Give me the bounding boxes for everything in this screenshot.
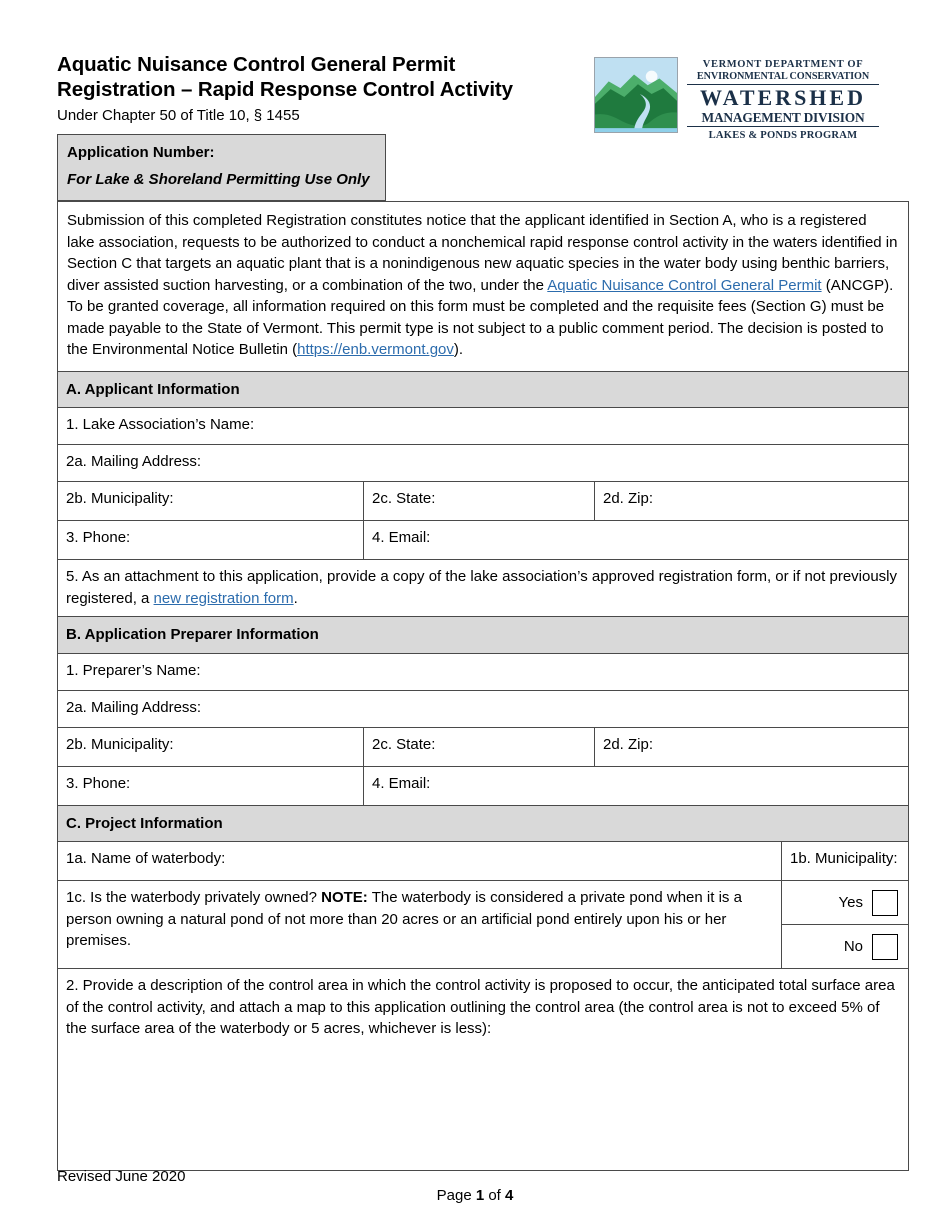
application-number-office-use-note: For Lake & Shoreland Permitting Use Only — [67, 171, 370, 188]
attachment-text-part-1: 5. As an attachment to this application, provide a copy of the lake association’s approved registration form, or if not previously registered, a — [66, 568, 898, 607]
question-text-part-1: 1c. Is the waterbody privately owned? — [66, 889, 322, 906]
new-registration-form-link[interactable]: new registration form — [153, 589, 294, 607]
logo-line-5: LAKES & PONDS PROGRAM — [708, 130, 858, 141]
page-current: 1 — [475, 1187, 485, 1204]
watershed-mountains-river-icon — [594, 57, 678, 133]
attachment-text-part-2: . — [293, 589, 298, 607]
section-b-row-1 — [58, 653, 909, 690]
agency-logo — [594, 57, 879, 141]
field-applicant-municipality[interactable]: 2b. Municipality: — [58, 482, 364, 521]
section-b-header-row — [58, 617, 909, 654]
section-a-row-2a — [58, 445, 909, 482]
logo-line-2: ENVIRONMENTAL CONSERVATION — [687, 71, 879, 85]
section-a-header-row — [58, 371, 909, 408]
section-c-header-row — [58, 805, 909, 842]
enb-vermont-link[interactable]: https://enb.vermont.gov — [297, 341, 454, 358]
checkbox-no-icon[interactable] — [872, 934, 898, 960]
permit-form-table — [57, 201, 909, 1171]
field-preparer-name[interactable]: 1. Preparer’s Name: — [58, 653, 909, 690]
title-block — [57, 52, 617, 126]
field-applicant-mailing-address[interactable]: 2a. Mailing Address: — [58, 445, 909, 482]
section-c-row-2 — [58, 969, 909, 1171]
section-b-row-2bcd — [58, 727, 909, 766]
footer-page-number — [0, 1186, 950, 1206]
logo-line-4: MANAGEMENT DIVISION — [687, 110, 879, 127]
question-note-label: NOTE: — [321, 889, 368, 906]
answer-no-cell[interactable] — [782, 925, 909, 969]
page-total: 4 — [505, 1187, 514, 1204]
section-a-row-34 — [58, 521, 909, 560]
section-a-row-2bcd — [58, 482, 909, 521]
logo-line-3: WATERSHED — [700, 85, 866, 110]
field-applicant-phone[interactable]: 3. Phone: — [58, 521, 364, 560]
intro-text-part-3: ). — [453, 341, 464, 358]
section-b-row-34 — [58, 766, 909, 805]
intro-row — [58, 202, 909, 372]
field-applicant-state[interactable]: 2c. State: — [364, 482, 595, 521]
field-waterbody-municipality[interactable]: 1b. Municipality: — [782, 842, 909, 881]
field-preparer-municipality[interactable]: 2b. Municipality: — [58, 727, 364, 766]
page-middle: of — [484, 1187, 506, 1204]
intro-text-part-2: (ANCGP). To be granted coverage, all information required on this form must be completed and the requisite fees (Section G) must be made payable to the State of Vermont. This permit type is not subject to a public comment period. The decision is posted to the Environmental Notice Bulletin ( — [67, 276, 894, 358]
intro-paragraph-cell — [58, 202, 909, 372]
section-c-row-1ab — [58, 842, 909, 881]
answer-no-wrap — [782, 925, 898, 968]
field-registration-attachment-note — [58, 560, 909, 617]
page-title-line-1: Aquatic Nuisance Control General Permit — [57, 53, 456, 76]
answer-yes-label: Yes — [838, 893, 864, 911]
section-b-heading: B. Application Preparer Information — [58, 617, 909, 654]
question-text-part-2: The waterbody is considered a private pond when it is a person owning a natural pond of not more than 20 acres or an artificial pond entirely upon his or her premises. — [66, 889, 742, 949]
checkbox-yes-icon[interactable] — [872, 890, 898, 916]
footer-revised-date: Revised June 2020 — [57, 1168, 186, 1185]
page-title-line-2: Registration – Rapid Response Control Activity — [57, 78, 513, 101]
agency-logo-text — [678, 57, 879, 143]
field-preparer-email[interactable]: 4. Email: — [364, 766, 909, 805]
answer-yes-cell[interactable] — [782, 881, 909, 925]
section-a-heading: A. Applicant Information — [58, 371, 909, 408]
field-preparer-zip[interactable]: 2d. Zip: — [595, 727, 909, 766]
question-private-ownership — [58, 881, 782, 969]
field-waterbody-name[interactable]: 1a. Name of waterbody: — [58, 842, 782, 881]
field-preparer-state[interactable]: 2c. State: — [364, 727, 595, 766]
answer-yes-wrap — [782, 881, 898, 924]
intro-paragraph — [67, 210, 898, 361]
section-a-row-5 — [58, 560, 909, 617]
page-header — [57, 52, 910, 142]
intro-text-part-1: Submission of this completed Registration constitutes notice that the applicant identified in Section A, who is a registered lake association, requests to be authorized to conduct a nonchemical rapid response control activity in the waters identified in Section C that targets an aquatic plant that is a nonindigenous new aquatic species in the water body using benthic barriers, diver assisted suction harvesting, or a combination of the two, under the — [67, 212, 898, 294]
field-control-area-description[interactable]: 2. Provide a description of the control area in which the control activity is proposed to occur, the anticipated total surface area of the control activity, and attach a map to this application outlining the control area (the control area is not to exceed 5% of the surface area of the waterbody or 5 acres, whichever is less): — [58, 969, 909, 1171]
section-a-row-1 — [58, 408, 909, 445]
field-preparer-phone[interactable]: 3. Phone: — [58, 766, 364, 805]
ancgp-link[interactable]: Aquatic Nuisance Control General Permit — [547, 276, 822, 294]
page-subtitle: Under Chapter 50 of Title 10, § 1455 — [57, 107, 300, 124]
field-preparer-mailing-address[interactable]: 2a. Mailing Address: — [58, 690, 909, 727]
section-c-heading: C. Project Information — [58, 805, 909, 842]
field-applicant-email[interactable]: 4. Email: — [364, 521, 909, 560]
application-number-label: Application Number: — [67, 144, 215, 161]
application-number-box — [57, 134, 386, 201]
section-c-row-1c — [58, 881, 909, 925]
field-lake-association-name[interactable]: 1. Lake Association’s Name: — [58, 408, 909, 445]
page-prefix: Page — [436, 1187, 476, 1204]
field-applicant-zip[interactable]: 2d. Zip: — [595, 482, 909, 521]
logo-line-1: VERMONT DEPARTMENT OF — [702, 59, 864, 70]
answer-no-label: No — [843, 937, 864, 955]
section-b-row-2a — [58, 690, 909, 727]
